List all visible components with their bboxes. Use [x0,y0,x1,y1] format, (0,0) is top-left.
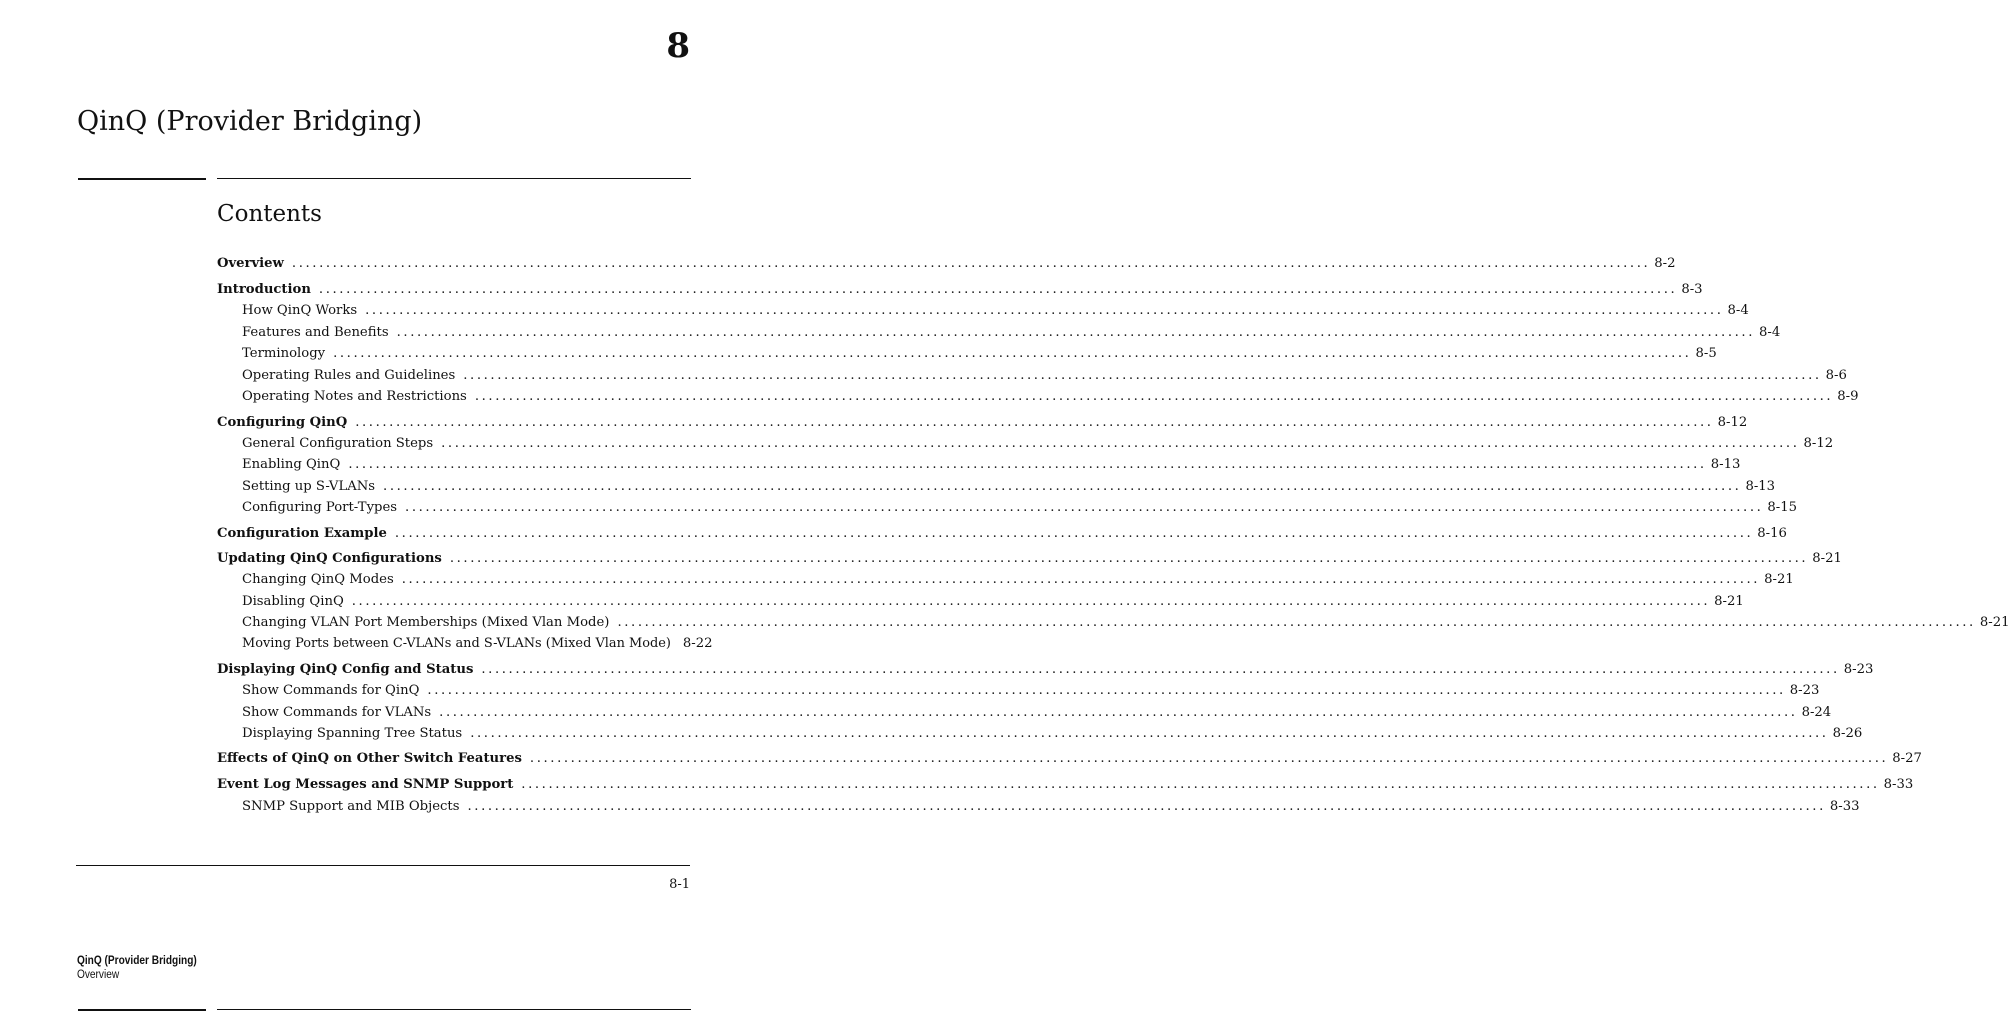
toc-section-entry [217,254,1676,274]
toc-subsection-entry [217,477,1776,497]
toc-entry-title: SNMP Support and MIB Objects [242,799,460,814]
toc-entry-page: 8-3 [1681,282,1703,297]
toc-dot-leader: ........................................................................................................................................................................................................ [394,526,1754,541]
toc-dot-leader: ........................................................................................................................................................................................................ [427,683,1786,698]
toc-entry-page: 8-22 [682,636,713,651]
toc-section-entry [217,775,1914,795]
toc-entry-page: 8-21 [1764,572,1794,587]
toc-dot-leader: ........................................................................................................................................................................................................ [474,389,1834,404]
toc-entry-title: Effects of QinQ on Other Switch Features [217,751,522,766]
toc-dot-leader: ........................................................................................................................................................................................................ [521,777,1880,792]
toc-entry-page: 8-23 [1843,662,1874,677]
toc-dot-leader: ........................................................................................................................................................................................................ [617,615,1976,630]
toc-dot-leader: ........................................................................................................................................................................................................ [481,662,1840,677]
toc-entry-page: 8-33 [1883,777,1914,792]
toc-entry-page: 8-6 [1825,368,1847,383]
toc-dot-leader: ........................................................................................................................................................................................................ [365,303,1724,318]
toc-entry-page: 8-23 [1789,683,1820,698]
toc-entry-title: Disabling QinQ [242,594,344,609]
toc-subsection-entry [217,455,1741,475]
toc-subsection-entry [217,681,1820,701]
rule-divider [76,865,690,866]
toc-subsection-entry [217,387,1859,407]
rule-divider [78,1009,206,1011]
toc-entry-title: Enabling QinQ [242,457,341,472]
toc-dot-leader: ........................................................................................................................................................................................................ [351,594,1711,609]
toc-entry-page: 8-21 [1812,551,1842,566]
toc-subsection-entry [217,634,713,654]
toc-section-entry [217,749,1922,769]
toc-section-entry [217,524,1787,544]
toc-dot-leader: ........................................................................................................................................................................................................ [405,500,1764,515]
toc-entry-title: Introduction [217,282,311,297]
toc-section-entry [217,660,1874,680]
toc-subsection-entry [217,366,1847,386]
toc-subsection-entry [217,703,1832,723]
toc-entry-title: How QinQ Works [242,303,358,318]
toc-entry-title: Operating Rules and Guidelines [242,368,456,383]
toc-entry-title: Features and Benefits [242,325,389,340]
toc-entry-title: Event Log Messages and SNMP Support [217,777,514,792]
toc-entry-title: Configuring Port-Types [242,500,398,515]
toc-dot-leader: ........................................................................................................................................................................................................ [401,572,1761,587]
toc-entry-title: Terminology [242,346,326,361]
toc-entry-title: Displaying QinQ Config and Status [217,662,474,677]
toc-entry-page: 8-5 [1695,346,1717,361]
toc-entry-page: 8-13 [1710,457,1741,472]
toc-entry-page: 8-33 [1829,799,1860,814]
toc-entry-page: 8-27 [1892,751,1922,766]
toc-entry-page: 8-4 [1727,303,1749,318]
rule-divider [217,178,691,179]
toc-dot-leader: ........................................................................................................................................................................................................ [291,256,1651,271]
toc-dot-leader: ........................................................................................................................................................................................................ [470,726,1829,741]
toc-section-entry [217,549,1842,569]
toc-subsection-entry [217,613,2009,633]
toc-subsection-entry [217,592,1744,612]
page-number: 8-1 [669,877,690,892]
toc-entry-title: Setting up S-VLANs [242,479,376,494]
toc-entry-page: 8-16 [1757,526,1787,541]
toc-dot-leader: ........................................................................................................................................................................................................ [449,551,1809,566]
chapter-number: 8 [666,26,690,66]
contents-heading: Contents [217,201,322,227]
toc-entry-page: 8-4 [1759,325,1781,340]
toc-entry-title: Show Commands for QinQ [242,683,420,698]
toc-entry-page: 8-21 [1979,615,2009,630]
toc-subsection-entry [217,323,1781,343]
toc-entry-page: 8-2 [1654,256,1676,271]
running-head [77,954,197,982]
toc-dot-leader: ........................................................................................................................................................................................................ [383,479,1742,494]
toc-section-entry [217,413,1748,433]
toc-dot-leader: ........................................................................................................................................................................................................ [348,457,1707,472]
toc-entry-page: 8-12 [1803,436,1834,451]
toc-dot-leader: ........................................................................................................................................................................................................ [441,436,1800,451]
toc-entry-page: 8-24 [1801,705,1832,720]
toc-entry-page: 8-15 [1767,500,1798,515]
toc-entry-page: 8-13 [1745,479,1776,494]
toc-subsection-entry [217,570,1794,590]
toc-dot-leader: ........................................................................................................................................................................................................ [355,415,1714,430]
running-head-title: QinQ (Provider Bridging) [77,955,197,967]
toc-dot-leader: ........................................................................................................................................................................................................ [463,368,1822,383]
toc-dot-leader: ........................................................................................................................................................................................................ [318,282,1678,297]
toc-entry-title: Displaying Spanning Tree Status [242,726,463,741]
toc-entry-page: 8-26 [1832,726,1863,741]
toc-subsection-entry [217,301,1749,321]
toc-entry-title: Show Commands for VLANs [242,705,432,720]
toc-entry-page: 8-21 [1714,594,1744,609]
toc-entry-title: Changing VLAN Port Memberships (Mixed Vlan Mode) [242,615,610,630]
toc-subsection-entry [217,797,1860,817]
toc-entry-title: General Configuration Steps [242,436,434,451]
toc-entry-title: Overview [217,256,284,271]
toc-section-entry [217,280,1703,300]
toc-dot-leader: ........................................................................................................................................................................................................ [396,325,1755,340]
chapter-title: QinQ (Provider Bridging) [77,106,423,137]
toc-entry-page: 8-9 [1837,389,1859,404]
toc-subsection-entry [217,344,1717,364]
toc-entry-title: Moving Ports between C-VLANs and S-VLANs (Mixed Vlan Mode) [242,636,671,651]
toc-subsection-entry [217,498,1798,518]
toc-entry-title: Configuration Example [217,526,387,541]
toc-dot-leader: ........................................................................................................................................................................................................ [529,751,1889,766]
rule-divider [78,178,206,180]
toc-entry-page: 8-12 [1717,415,1748,430]
toc-entry-title: Changing QinQ Modes [242,572,394,587]
running-head-section: Overview [77,969,120,981]
toc-dot-leader: ........................................................................................................................................................................................................ [439,705,1798,720]
toc-entry-title: Updating QinQ Configurations [217,551,442,566]
toc-subsection-entry [217,434,1834,454]
rule-divider [217,1009,691,1010]
toc-dot-leader: ........................................................................................................................................................................................................ [467,799,1826,814]
toc-subsection-entry [217,724,1863,744]
toc-entry-title: Operating Notes and Restrictions [242,389,467,404]
toc-entry-title: Configuring QinQ [217,415,348,430]
toc-dot-leader: ........................................................................................................................................................................................................ [333,346,1692,361]
